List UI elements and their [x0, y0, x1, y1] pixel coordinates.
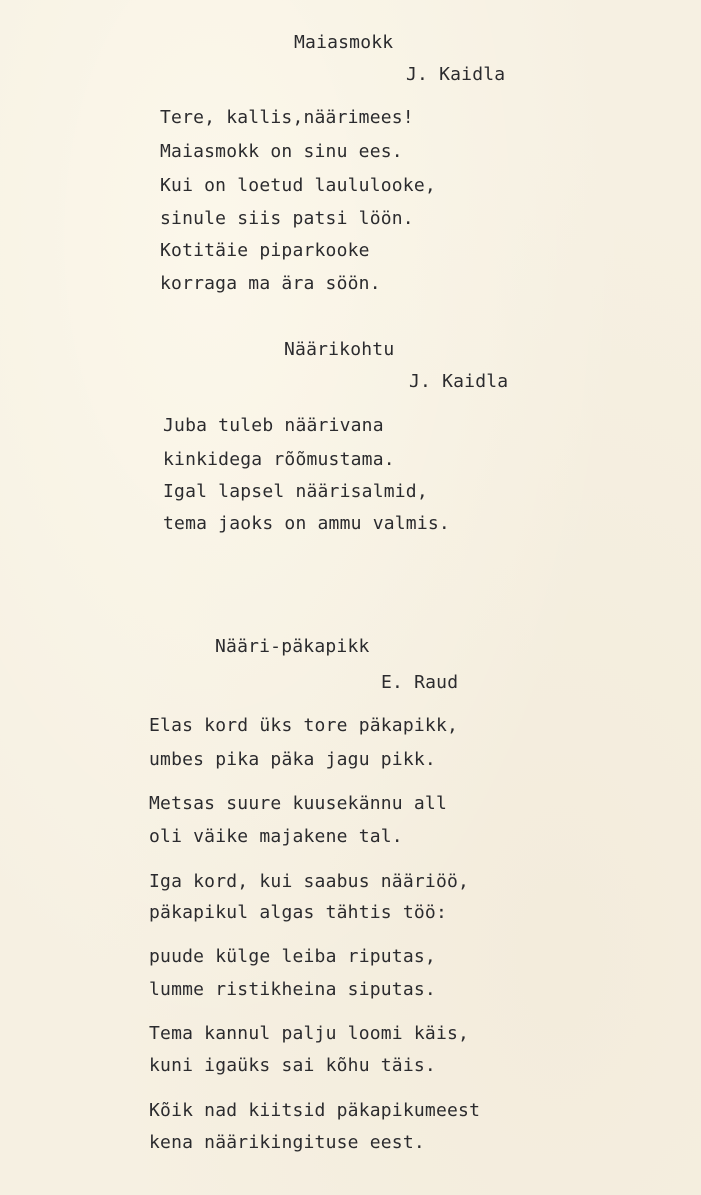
poem-line: puude külge leiba riputas,: [149, 946, 436, 967]
poem-line: Metsas suure kuusekännu all: [149, 793, 447, 814]
poem-title: Maiasmokk: [294, 32, 394, 53]
poem-line: kuni igaüks sai kõhu täis.: [149, 1055, 436, 1076]
poem-author: J. Kaidla: [406, 64, 506, 85]
poem-line: päkapikul algas tähtis töö:: [149, 902, 447, 923]
poem-line: Igal lapsel näärisalmid,: [163, 481, 428, 502]
poem-line: Elas kord üks tore päkapikk,: [149, 715, 459, 736]
poem-line: Iga kord, kui saabus nääriöö,: [149, 871, 470, 892]
poem-line: kena näärikingituse eest.: [149, 1132, 425, 1153]
poem-line: umbes pika päka jagu pikk.: [149, 749, 436, 770]
poem-title: Nääri-päkapikk: [215, 636, 370, 657]
poem-author: J. Kaidla: [409, 371, 509, 392]
poem-line: lumme ristikheina siputas.: [149, 979, 436, 1000]
poem-line: tema jaoks on ammu valmis.: [163, 513, 450, 534]
poem-title: Näärikohtu: [284, 339, 395, 360]
poem-line: Kõik nad kiitsid päkapikumeest: [149, 1100, 481, 1121]
poem-line: Juba tuleb näärivana: [163, 415, 384, 436]
poem-line: Maiasmokk on sinu ees.: [160, 141, 403, 162]
poem-line: kinkidega rõõmustama.: [163, 449, 395, 470]
poem-line: sinule siis patsi löön.: [160, 208, 414, 229]
poem-line: Tema kannul palju loomi käis,: [149, 1023, 470, 1044]
poem-author: E. Raud: [381, 672, 459, 693]
poem-line: oli väike majakene tal.: [149, 826, 403, 847]
poem-line: Kui on loetud laululooke,: [160, 175, 436, 196]
poem-line: Tere, kallis‚näärimees!: [160, 107, 414, 128]
poem-line: Kotitäie piparkooke: [160, 240, 370, 261]
poem-line: korraga ma ära söön.: [160, 273, 381, 294]
